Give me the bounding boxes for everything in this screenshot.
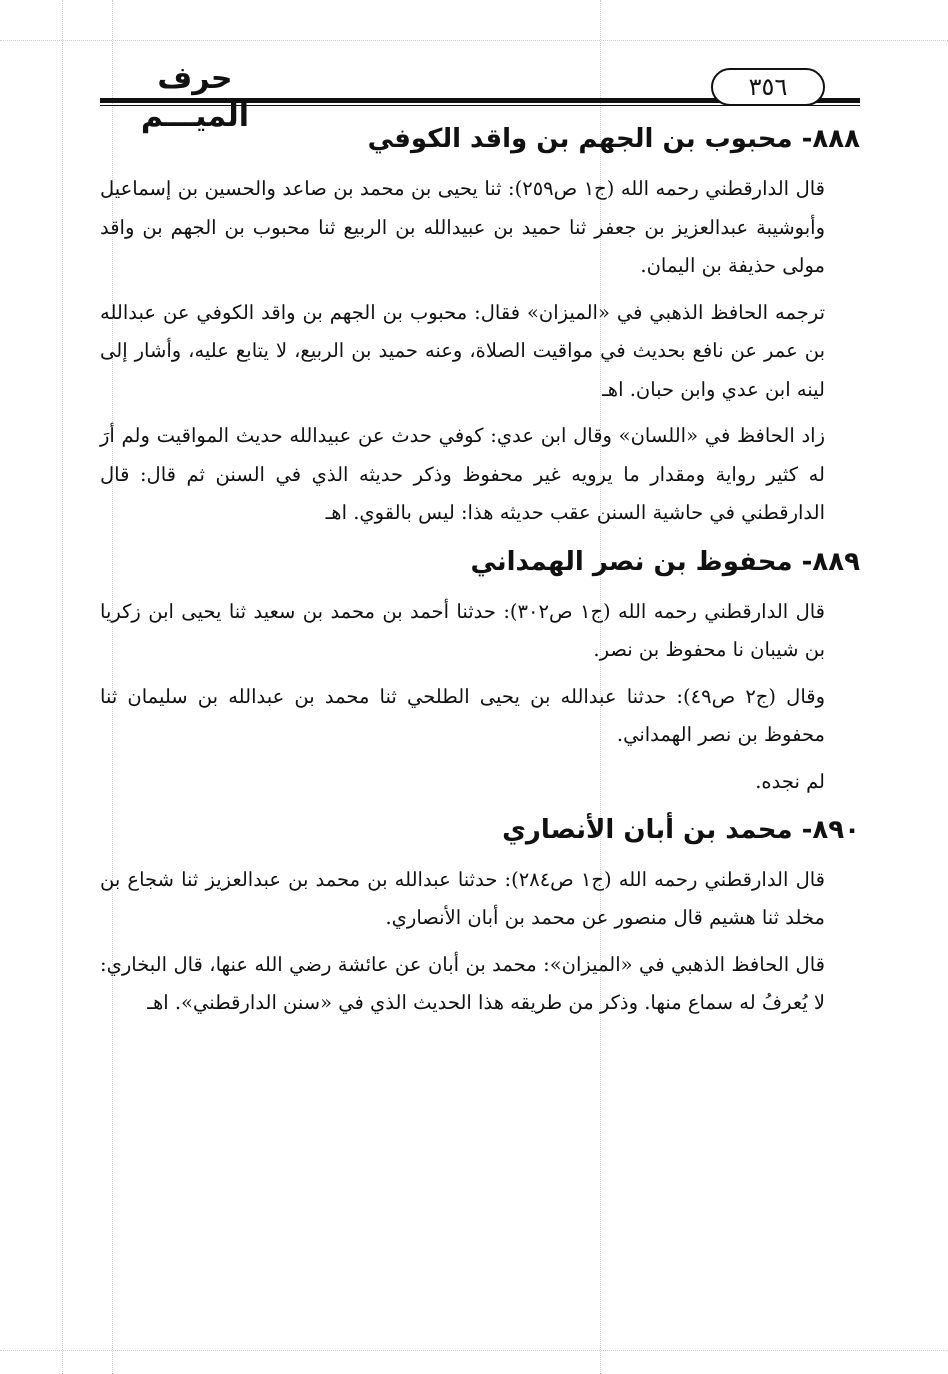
entry-paragraph: وقال (ج٢ ص٤٩): حدثنا عبدالله بن يحيى الطلحي ثنا محمد بن عبدالله بن سليمان ثنا محفوظ بن نصر الهمداني. <box>100 684 826 746</box>
entry-paragraph: قال الدارقطني رحمه الله (ج١ ص٣٠٢): حدثنا أحمد بن محمد بن سعيد ثنا يحيى ابن زكريا بن شيبان نا محفوظ بن نصر. <box>100 599 826 661</box>
chapter-title: حرف الميـــم <box>140 61 250 134</box>
page-content <box>100 118 860 1031</box>
scan-guide-line <box>0 1350 948 1351</box>
entry-paragraph: قال الدارقطني رحمه الله (ج١ ص٢٨٤): حدثنا عبدالله بن محمد بن عبدالعزيز ثنا شجاع بن مخلد ثنا هشيم قال منصور عن محمد بن أبان الأنصاري. <box>100 867 825 929</box>
entry-paragraph: ترجمه الحافظ الذهبي في «الميزان» فقال: محبوب بن الجهم بن واقد الكوفي عن عبدالله بن عمر عن نافع بحديث في مواقيت الصلاة، وعنه حميد بن الربيع، لا يتابع عليه، وأشار إلى لينه ابن عدي وابن حبان. اهـ <box>100 300 825 401</box>
entry-888 <box>100 118 860 533</box>
page-number: ٣٥٦ <box>711 68 825 106</box>
entry-paragraph: قال الدارقطني رحمه الله (ج١ ص٢٥٩): ثنا يحيى بن محمد بن صاعد والحسين بن إسماعيل وأبوشيبة عبدالعزيز بن جعفر ثنا حميد بن عبيدالله بن الربيع ثنا محبوب بن الجهم بن واقد مولى حذيفة بن اليمان. <box>100 177 825 277</box>
entry-heading: ٨٨٩- محفوظ بن نصر الهمداني <box>470 546 860 577</box>
entry-heading: ٨٩٠- محمد بن أبان الأنصاري <box>502 814 860 845</box>
entry-paragraph: لم نجده. <box>755 769 825 793</box>
scan-guide-line <box>0 40 948 41</box>
entry-889 <box>100 541 860 801</box>
scan-guide-line <box>62 0 63 1374</box>
entry-paragraph: زاد الحافظ في «اللسان» وقال ابن عدي: كوفي حدث عن عبيدالله حديث المواقيت ولم أرَ له كثير رواية ومقدار ما يرويه غير محفوظ وذكر حديثه الذي في السنن ثم قال: قال الدارقطني في حاشية السنن عقب حديثه هذا: ليس بالقوي. اهـ <box>100 424 825 524</box>
page-header <box>100 60 860 134</box>
entry-paragraph: قال الحافظ الذهبي في «الميزان»: محمد بن أبان عن عائشة رضي الله عنها، قال البخاري: لا يُعرفُ له سماع منها. وذكر من طريقه هذا الحديث الذي في «سنن الدارقطني». اهـ <box>100 952 825 1014</box>
entry-890 <box>100 809 860 1023</box>
entry-heading: ٨٨٨- محبوب بن الجهم بن واقد الكوفي <box>367 124 860 154</box>
